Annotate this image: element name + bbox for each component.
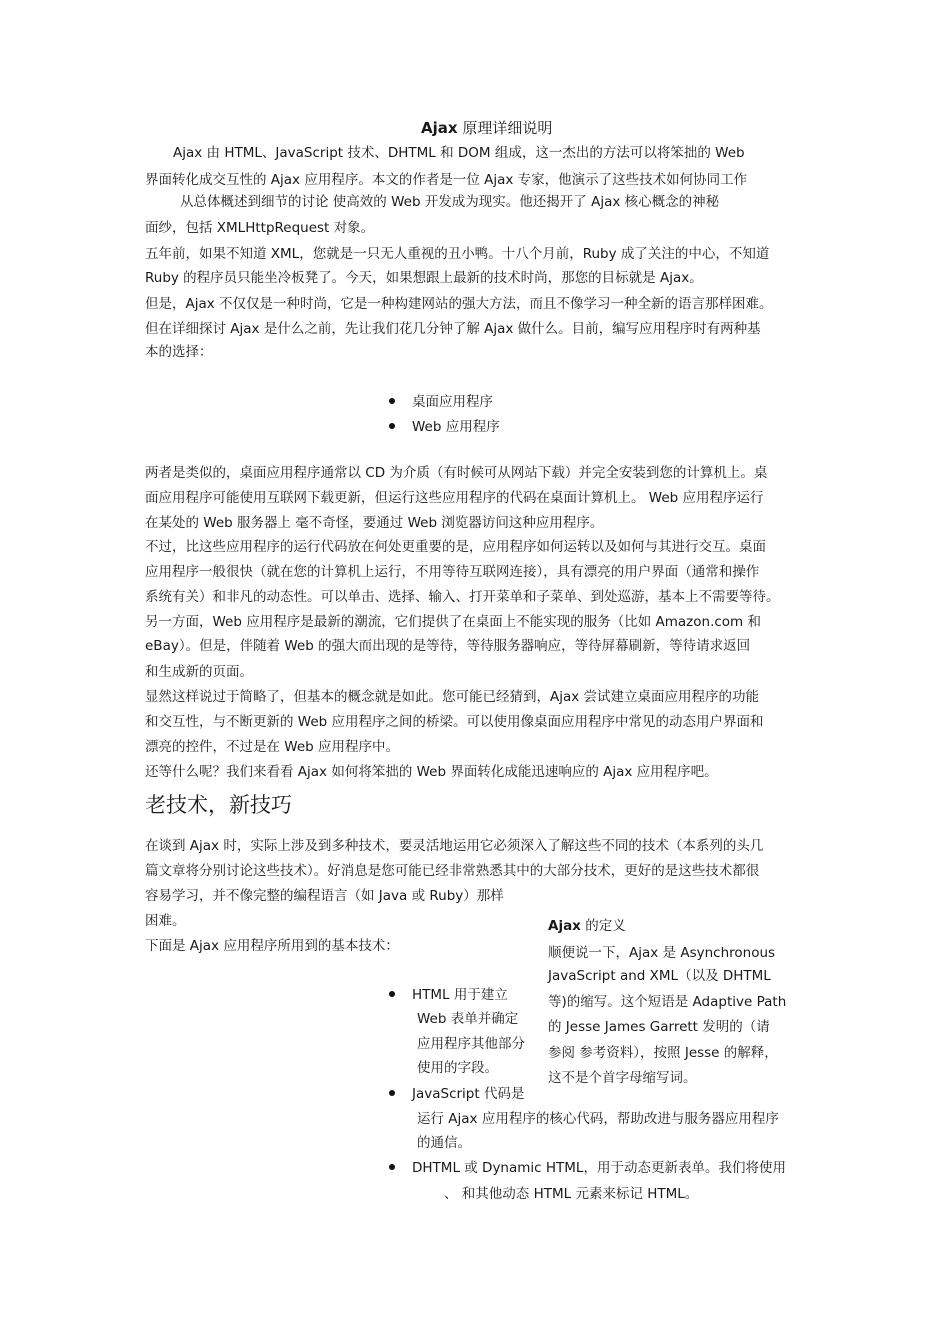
paragraph-line: 容易学习，并不像完整的编程语言（如 Java 或 Ruby）那样 <box>145 888 504 904</box>
paragraph-line: 应用程序一般很快（就在您的计算机上运行，不用等待互联网连接），具有漂亮的用户界面（通常和操作 <box>145 564 760 580</box>
list-item: DHTML 或 Dynamic HTML，用于动态更新表单。我们将使用 <box>412 1160 786 1176</box>
paragraph-line: 面应用程序可能使用互联网下载更新，但运行这些应用程序的代码在桌面计算机上。 Web 应用程序运行 <box>145 490 764 506</box>
sidebar-title: Ajax 的定义 <box>548 918 626 934</box>
paragraph-line: 困难。 <box>145 913 186 929</box>
intro-line: 面纱，包括 XMLHttpRequest 对象。 <box>145 220 375 236</box>
bullet-icon <box>389 1164 395 1170</box>
sidebar-line: 顺便说一下，Ajax 是 Asynchronous <box>548 945 776 961</box>
list-item: 的通信。 <box>417 1135 471 1151</box>
sidebar-line: JavaScript and XML（以及 DHTML <box>548 968 771 984</box>
intro-line: 界面转化成交互性的 Ajax 应用程序。本文的作者是一位 Ajax 专家，他演示了这些技术如何协同工作 <box>145 172 748 188</box>
paragraph-line: 在谈到 Ajax 时，实际上涉及到多种技术，要灵活地运用它必须深入了解这些不同的技术（本系列的头几 <box>145 838 764 854</box>
paragraph-line: Ruby 的程序员只能坐冷板凳了。今天，如果想跟上最新的技术时尚，那您的目标就是 Ajax。 <box>145 270 703 286</box>
sidebar-line: 的 Jesse James Garrett 发明的（请 <box>548 1019 770 1035</box>
intro-line: Ajax 由 HTML、JavaScript 技术、DHTML 和 DOM 组成，这一杰出的方法可以将笨拙的 Web <box>173 145 745 161</box>
paragraph-line: 两者是类似的，桌面应用程序通常以 CD 为介质（有时候可从网站下载）并完全安装到您的计算机上。桌 <box>145 465 768 481</box>
paragraph-line: 但是，Ajax 不仅仅是一种时尚，它是一种构建网站的强大方法，而且不像学习一种全新的语言那样困难。 <box>145 296 773 312</box>
sidebar-line: 参阅 参考资料），按照 Jesse 的解释， <box>548 1045 778 1061</box>
list-item: 应用程序其他部分 <box>417 1036 525 1052</box>
list-item: JavaScript 代码是 <box>412 1086 525 1102</box>
paragraph-line: 和生成新的页面。 <box>145 664 253 680</box>
paragraph-line: 在某处的 Web 服务器上 毫不奇怪，要通过 Web 浏览器访问这种应用程序。 <box>145 515 604 531</box>
paragraph-line: 和交互性，与不断更新的 Web 应用程序之间的桥梁。可以使用像桌面应用程序中常见的动态用户界面和 <box>145 714 764 730</box>
list-item: 、 和其他动态 HTML 元素来标记 HTML。 <box>444 1186 699 1202</box>
paragraph-line: 系统有关）和非凡的动态性。可以单击、选择、输入、打开菜单和子菜单、到处巡游，基本上不需要等待。 <box>145 589 780 605</box>
list-item: Web 表单并确定 <box>417 1011 519 1027</box>
sidebar-line: 等)的缩写。这个短语是 Adaptive Path <box>548 994 787 1010</box>
paragraph-line: 还等什么呢？我们来看看 Ajax 如何将笨拙的 Web 界面转化成能迅速响应的 Ajax 应用程序吧。 <box>145 764 718 780</box>
bullet-icon <box>389 398 395 404</box>
paragraph-line: 但在详细探讨 Ajax 是什么之前，先让我们花几分钟了解 Ajax 做什么。目前，编写应用程序时有两种基 <box>145 321 761 337</box>
page-title: Ajax 原理详细说明 <box>421 119 553 137</box>
list-item: 运行 Ajax 应用程序的核心代码，帮助改进与服务器应用程序 <box>417 1111 779 1127</box>
bullet-icon <box>389 423 395 429</box>
paragraph-line: 篇文章将分别讨论这些技术）。好消息是您可能已经非常熟悉其中的大部分技术，更好的是这些技术都很 <box>145 863 760 879</box>
paragraph-line: 另一方面，Web 应用程序是最新的潮流，它们提供了在桌面上不能实现的服务（比如 Amazon.com 和 <box>145 614 761 630</box>
section-heading: 老技术，新技巧 <box>145 793 292 817</box>
list-item: HTML 用于建立 <box>412 987 508 1003</box>
paragraph-line: 显然这样说过于简略了，但基本的概念就是如此。您可能已经猜到，Ajax 尝试建立桌面应用程序的功能 <box>145 689 760 705</box>
sidebar-line: 这不是个首字母缩写词。 <box>548 1070 697 1086</box>
paragraph-line: 漂亮的控件，不过是在 Web 应用程序中。 <box>145 739 400 755</box>
list-item: 使用的字段。 <box>417 1060 498 1076</box>
bullet-icon <box>389 991 395 997</box>
list-item: Web 应用程序 <box>412 419 500 435</box>
paragraph-line: 下面是 Ajax 应用程序所用到的基本技术： <box>145 938 399 954</box>
paragraph-line: 不过，比这些应用程序的运行代码放在何处更重要的是，应用程序如何运转以及如何与其进行交互。桌面 <box>145 539 766 555</box>
paragraph-line: 本的选择： <box>145 344 213 360</box>
list-item: 桌面应用程序 <box>412 394 493 410</box>
paragraph-line: 五年前，如果不知道 XML，您就是一只无人重视的丑小鸭。十八个月前，Ruby 成了关注的中心，不知道 <box>145 246 770 262</box>
paragraph-line: eBay）。但是，伴随着 Web 的强大而出现的是等待，等待服务器响应，等待屏幕刷新，等待请求返回 <box>145 638 751 654</box>
intro-line: 从总体概述到细节的讨论 使高效的 Web 开发成为现实。他还揭开了 Ajax 核心概念的神秘 <box>180 194 720 210</box>
bullet-icon <box>389 1090 395 1096</box>
